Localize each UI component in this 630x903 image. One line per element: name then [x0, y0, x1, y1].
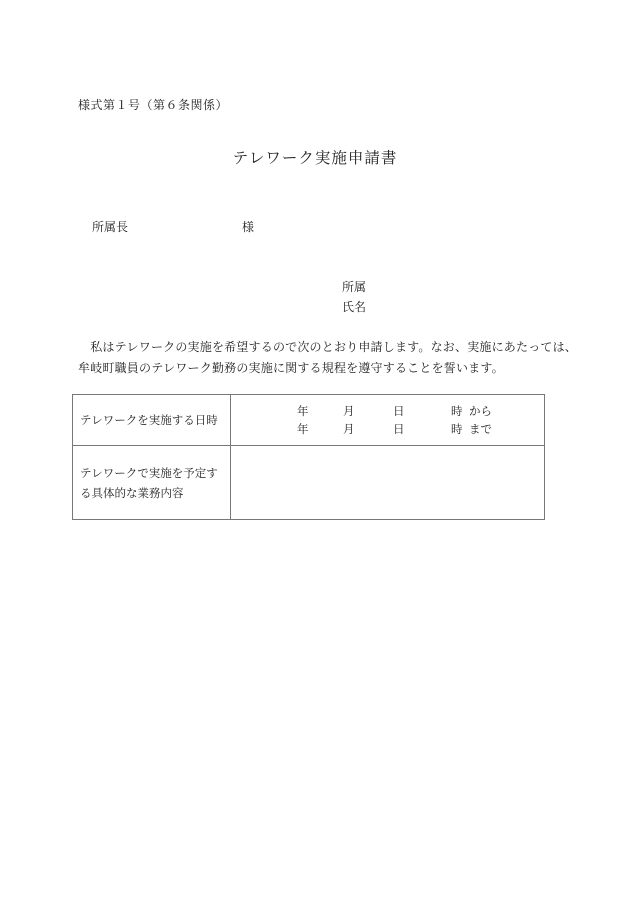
declaration-paragraph — [78, 337, 577, 379]
hour-unit: 時 — [451, 422, 463, 436]
year-unit: 年 — [297, 404, 309, 418]
table-row-datetime — [73, 395, 545, 446]
affiliation-label: 所属 — [342, 280, 367, 294]
day-unit: 日 — [393, 422, 405, 436]
month-unit: 月 — [343, 422, 355, 436]
datetime-to-line — [231, 420, 544, 438]
work-content-label — [73, 446, 231, 520]
declaration-line-1: 私はテレワークの実施を希望するので次のとおり申請します。なお、実施にあたっては、 — [78, 340, 578, 354]
document-title: テレワーク実施申請書 — [232, 149, 398, 167]
form-number: 様式第１号（第６条関係） — [78, 98, 229, 112]
from-suffix: から — [469, 404, 492, 418]
application-table — [72, 394, 545, 520]
name-label: 氏名 — [342, 300, 367, 314]
to-suffix: まで — [469, 422, 492, 436]
datetime-label: テレワークを実施する日時 — [73, 395, 231, 446]
work-content-field[interactable] — [231, 446, 545, 520]
year-unit: 年 — [297, 422, 309, 436]
month-unit: 月 — [343, 404, 355, 418]
addressee-label: 所属長 — [92, 220, 129, 234]
addressee-honorific: 様 — [242, 220, 255, 234]
datetime-field[interactable] — [231, 395, 545, 446]
declaration-line-2: 牟岐町職員のテレワーク勤務の実施に関する規程を遵守することを誓います。 — [78, 361, 504, 375]
table-row-work-content — [73, 446, 545, 520]
work-content-label-line-1: テレワークで実施を予定す — [80, 465, 218, 480]
day-unit: 日 — [393, 404, 405, 418]
datetime-from-line — [231, 402, 544, 420]
work-content-label-line-2: る具体的な業務内容 — [80, 485, 184, 500]
hour-unit: 時 — [451, 404, 463, 418]
